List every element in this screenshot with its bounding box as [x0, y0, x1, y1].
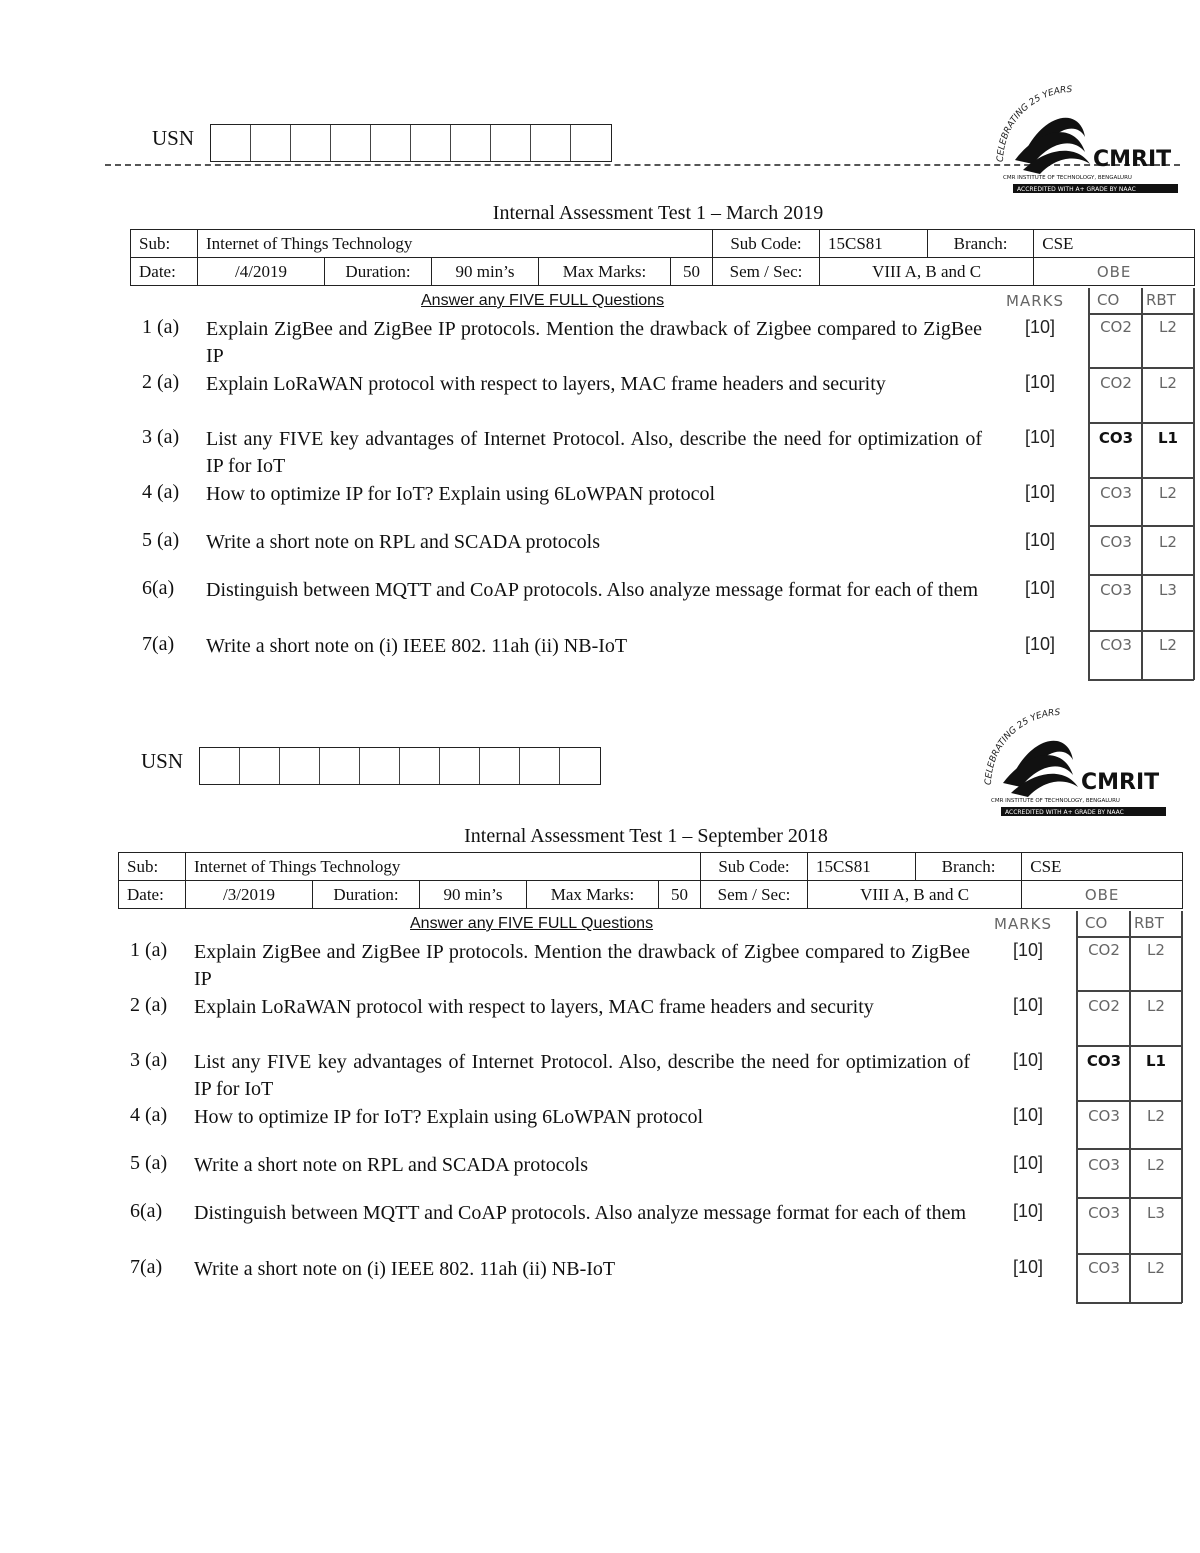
question-marks: [10] [1025, 634, 1056, 654]
question-text: Explain LoRaWAN protocol with respect to layers, MAC frame headers and security [206, 373, 886, 395]
header-table [130, 229, 1195, 286]
question-marks: [10] [1025, 372, 1056, 392]
question-co: CO3 [1100, 581, 1132, 599]
svg-text:CMR INSTITUTE OF TECHNOLOGY, B: CMR INSTITUTE OF TECHNOLOGY, BENGALURU [991, 798, 1120, 804]
co-header: CO [1085, 914, 1108, 932]
obe-label: OBE [1022, 881, 1183, 909]
question-text: How to optimize IP for IoT? Explain using 6LoWPAN protocol [206, 483, 716, 505]
branch-label: Branch: [927, 230, 1033, 258]
sub-label: Sub: [131, 230, 198, 258]
marks-header: MARKS [994, 915, 1052, 933]
usn-boxes[interactable] [199, 747, 601, 785]
question-rbt: L3 [1147, 1204, 1165, 1222]
question-marks: [10] [1025, 482, 1056, 502]
svg-text:CELEBRATING 25 YEARS: CELEBRATING 25 YEARS [983, 707, 1061, 786]
question-number: 3 (a) [142, 426, 180, 448]
question-rbt: L2 [1147, 1259, 1165, 1277]
question-number: 6(a) [130, 1200, 163, 1222]
question-number: 7(a) [142, 633, 175, 655]
question-marks: [10] [1013, 1201, 1044, 1221]
usn-boxes[interactable] [210, 124, 612, 162]
rbt-header: RBT [1146, 291, 1176, 309]
exam-paper-1 [0, 0, 1200, 657]
branch-value: CSE [1022, 853, 1183, 881]
question-rbt: L2 [1159, 318, 1177, 336]
maxmarks-value: 50 [671, 258, 713, 286]
question-text: Write a short note on RPL and SCADA protocols [194, 1154, 588, 1176]
marks-header: MARKS [1006, 292, 1064, 310]
svg-text:CMRIT: CMRIT [1093, 147, 1172, 172]
question-text: Explain ZigBee and ZigBee IP protocols. Mention the drawback of Zigbee compared to ZigBee IP [194, 941, 970, 990]
question-text: Write a short note on (i) IEEE 802. 11ah (ii) NB-IoT [206, 635, 628, 657]
question-co: CO3 [1088, 1204, 1120, 1222]
question-number: 5 (a) [130, 1152, 168, 1174]
svg-text:ACCREDITED WITH A+ GRADE BY NA: ACCREDITED WITH A+ GRADE BY NAAC [1005, 809, 1124, 816]
instructions: Answer any FIVE FULL Questions [410, 915, 654, 932]
question-rbt: L2 [1147, 997, 1165, 1015]
question-text: Explain LoRaWAN protocol with respect to layers, MAC frame headers and security [194, 996, 874, 1018]
question-number: 5 (a) [142, 529, 180, 551]
obe-label: OBE [1034, 258, 1195, 286]
sub-value: Internet of Things Technology [186, 853, 701, 881]
duration-label: Duration: [325, 258, 432, 286]
rbt-header: RBT [1134, 914, 1164, 932]
sem-value: VIII A, B and C [808, 881, 1022, 909]
question-text: Distinguish between MQTT and CoAP protocols. Also analyze message format for each of them [194, 1202, 967, 1224]
test-title: Internal Assessment Test 1 – March 2019 [492, 202, 824, 224]
test-title: Internal Assessment Test 1 – September 2018 [464, 825, 828, 847]
question-rbt: L1 [1146, 1052, 1166, 1070]
usn-label: USN [141, 749, 184, 773]
usn-label: USN [152, 126, 195, 150]
instructions: Answer any FIVE FULL Questions [421, 292, 665, 309]
svg-text:CELEBRATING 25 YEARS: CELEBRATING 25 YEARS [995, 84, 1073, 163]
question-marks: [10] [1013, 1050, 1044, 1070]
question-rbt: L3 [1159, 581, 1177, 599]
sem-value: VIII A, B and C [820, 258, 1034, 286]
maxmarks-value: 50 [659, 881, 701, 909]
svg-text:CMRIT: CMRIT [1081, 770, 1160, 795]
question-marks: [10] [1025, 427, 1056, 447]
question-marks: [10] [1013, 1257, 1044, 1277]
subcode-value: 15CS81 [820, 230, 928, 258]
question-number: 4 (a) [130, 1104, 168, 1126]
maxmarks-label: Max Marks: [539, 258, 671, 286]
question-number: 3 (a) [130, 1049, 168, 1071]
question-co: CO3 [1088, 1259, 1120, 1277]
question-rbt: L2 [1159, 533, 1177, 551]
duration-value: 90 min’s [432, 258, 539, 286]
cmrit-logo [973, 705, 1173, 825]
question-number: 6(a) [142, 577, 175, 599]
question-marks: [10] [1013, 995, 1044, 1015]
question-rbt: L2 [1147, 941, 1165, 959]
question-number: 1 (a) [130, 939, 168, 961]
question-rbt: L2 [1159, 636, 1177, 654]
question-text: Write a short note on RPL and SCADA protocols [206, 531, 600, 553]
date-label: Date: [119, 881, 186, 909]
date-label: Date: [131, 258, 198, 286]
question-text: List any FIVE key advantages of Internet Protocol. Also, describe the need for optimization of IP for IoT [194, 1051, 970, 1100]
question-number: 1 (a) [142, 316, 180, 338]
question-text: Explain ZigBee and ZigBee IP protocols. Mention the drawback of Zigbee compared to ZigBee IP [206, 318, 982, 367]
question-rbt: L2 [1159, 374, 1177, 392]
maxmarks-label: Max Marks: [527, 881, 659, 909]
subcode-label: Sub Code: [701, 853, 808, 881]
question-co: CO3 [1098, 429, 1134, 447]
branch-label: Branch: [915, 853, 1021, 881]
subcode-value: 15CS81 [808, 853, 916, 881]
svg-text:ACCREDITED WITH A+ GRADE BY NA: ACCREDITED WITH A+ GRADE BY NAAC [1017, 186, 1136, 193]
question-number: 7(a) [130, 1256, 163, 1278]
date-value: /4/2019 [198, 258, 325, 286]
question-number: 4 (a) [142, 481, 180, 503]
question-number: 2 (a) [142, 371, 180, 393]
question-marks: [10] [1013, 1105, 1044, 1125]
duration-label: Duration: [313, 881, 420, 909]
question-co: CO2 [1100, 374, 1132, 392]
question-rbt: L1 [1158, 429, 1178, 447]
question-co: CO2 [1100, 318, 1132, 336]
date-value: /3/2019 [186, 881, 313, 909]
question-co: CO2 [1088, 997, 1120, 1015]
question-text: Distinguish between MQTT and CoAP protocols. Also analyze message format for each of them [206, 579, 979, 601]
question-co: CO3 [1088, 1156, 1120, 1174]
question-co: CO3 [1088, 1107, 1120, 1125]
sem-label: Sem / Sec: [701, 881, 808, 909]
question-co: CO3 [1100, 636, 1132, 654]
sub-value: Internet of Things Technology [198, 230, 713, 258]
question-number: 2 (a) [130, 994, 168, 1016]
question-text: Write a short note on (i) IEEE 802. 11ah (ii) NB-IoT [194, 1258, 616, 1280]
header-table [118, 852, 1183, 909]
question-rbt: L2 [1147, 1107, 1165, 1125]
question-rbt: L2 [1147, 1156, 1165, 1174]
svg-text:CMR INSTITUTE OF TECHNOLOGY, B: CMR INSTITUTE OF TECHNOLOGY, BENGALURU [1003, 175, 1132, 181]
question-co: CO2 [1088, 941, 1120, 959]
sub-label: Sub: [119, 853, 186, 881]
question-text: List any FIVE key advantages of Internet Protocol. Also, describe the need for optimization of IP for IoT [206, 428, 982, 477]
co-header: CO [1097, 291, 1120, 309]
question-marks: [10] [1013, 940, 1044, 960]
subcode-label: Sub Code: [713, 230, 820, 258]
sem-label: Sem / Sec: [713, 258, 820, 286]
exam-paper-2 [0, 623, 1200, 1280]
question-marks: [10] [1025, 578, 1056, 598]
question-co: CO3 [1100, 533, 1132, 551]
cmrit-logo [985, 82, 1185, 202]
duration-value: 90 min’s [420, 881, 527, 909]
question-marks: [10] [1025, 530, 1056, 550]
question-text: How to optimize IP for IoT? Explain using 6LoWPAN protocol [194, 1106, 704, 1128]
question-marks: [10] [1013, 1153, 1044, 1173]
question-co: CO3 [1100, 484, 1132, 502]
question-marks: [10] [1025, 317, 1056, 337]
question-co: CO3 [1086, 1052, 1122, 1070]
branch-value: CSE [1034, 230, 1195, 258]
question-rbt: L2 [1159, 484, 1177, 502]
